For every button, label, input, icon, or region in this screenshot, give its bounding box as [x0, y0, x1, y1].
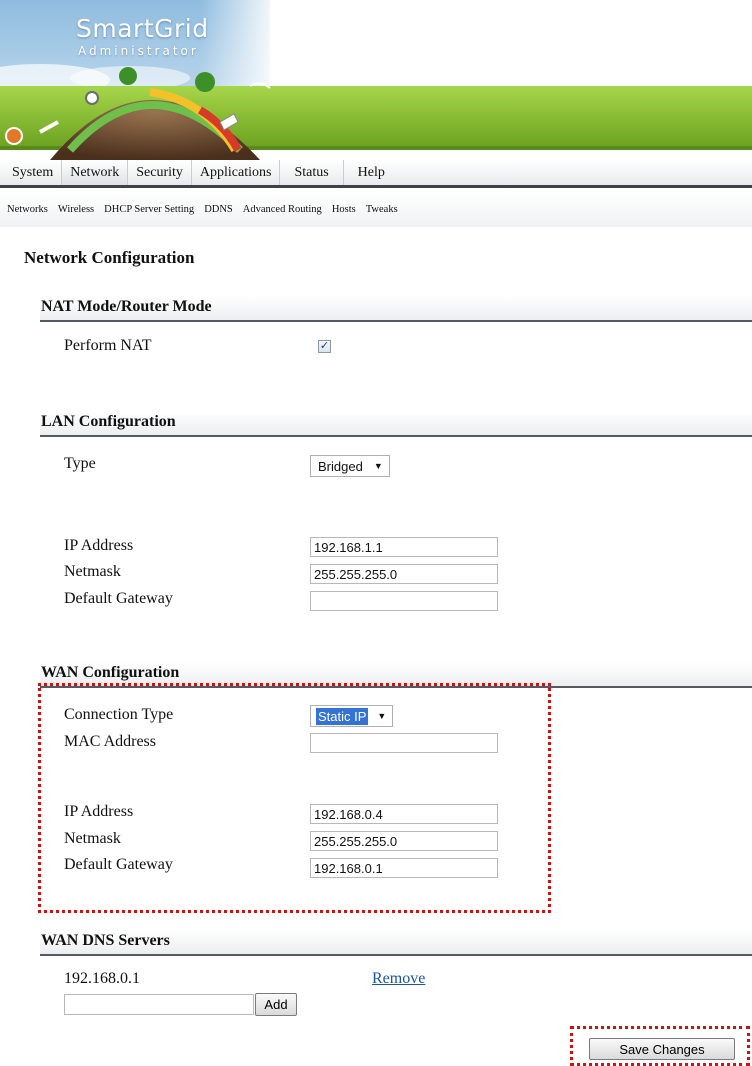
sub-menu [0, 191, 752, 227]
lan-type-select[interactable] [310, 455, 390, 477]
save-changes-button[interactable]: Save Changes [589, 1038, 735, 1060]
wan-connection-type-value: Static IP [318, 708, 367, 724]
wan-ip-input[interactable] [310, 804, 498, 824]
wan-ip-label: IP Address [64, 803, 134, 820]
chevron-down-icon: ▼ [377, 711, 387, 721]
logo-subtitle: Administrator [78, 44, 199, 58]
dns-server-entry: 192.168.0.1 [64, 970, 140, 987]
lan-type-label: Type [64, 455, 96, 472]
lan-netmask-input[interactable] [310, 564, 498, 584]
menu-security[interactable]: Security [127, 160, 191, 185]
menu-status[interactable]: Status [279, 160, 342, 185]
perform-nat-checkbox[interactable]: ✓ [319, 340, 330, 352]
chevron-down-icon: ▼ [373, 461, 383, 471]
wan-netmask-input[interactable] [310, 831, 498, 851]
submenu-networks[interactable]: Networks [7, 203, 48, 215]
submenu-tweaks[interactable]: Tweaks [365, 203, 398, 215]
dns-section-heading: WAN DNS Servers [40, 930, 752, 956]
lan-gateway-input[interactable] [310, 591, 498, 611]
nat-section-heading: NAT Mode/Router Mode [40, 296, 752, 322]
add-dns-button[interactable]: Add [255, 993, 297, 1016]
wan-mac-input[interactable] [310, 733, 498, 753]
remove-dns-link[interactable]: Remove [372, 970, 426, 987]
wan-mac-label: MAC Address [64, 733, 157, 750]
submenu-hosts[interactable]: Hosts [331, 203, 356, 215]
page-title: Network Configuration [24, 248, 195, 267]
lan-netmask-label: Netmask [64, 563, 121, 580]
menu-network[interactable]: Network [61, 160, 127, 185]
submenu-dhcp-server-setting[interactable]: DHCP Server Setting [104, 203, 195, 215]
lan-gateway-label: Default Gateway [64, 590, 173, 607]
lan-ip-label: IP Address [64, 537, 134, 554]
main-menu [0, 160, 752, 188]
menu-applications[interactable]: Applications [191, 160, 280, 185]
submenu-advanced-routing[interactable]: Advanced Routing [242, 203, 322, 215]
submenu-wireless[interactable]: Wireless [57, 203, 95, 215]
wan-netmask-label: Netmask [64, 830, 121, 847]
submenu-ddns[interactable]: DDNS [204, 203, 233, 215]
logo-title: SmartGrid [76, 14, 209, 43]
perform-nat-label: Perform NAT [64, 337, 152, 354]
header-banner [0, 0, 752, 160]
wan-gateway-input[interactable] [310, 858, 498, 878]
menu-help[interactable]: Help [343, 160, 399, 185]
lan-type-value: Bridged [318, 458, 363, 474]
menu-system[interactable]: System [12, 165, 54, 180]
lan-ip-input[interactable] [310, 537, 498, 557]
new-dns-input[interactable] [64, 994, 254, 1015]
wan-section-heading: WAN Configuration [40, 662, 752, 688]
wan-gateway-label: Default Gateway [64, 856, 173, 873]
wan-connection-type-label: Connection Type [64, 706, 174, 723]
wan-connection-type-select[interactable] [310, 705, 393, 727]
lan-section-heading: LAN Configuration [40, 411, 752, 437]
